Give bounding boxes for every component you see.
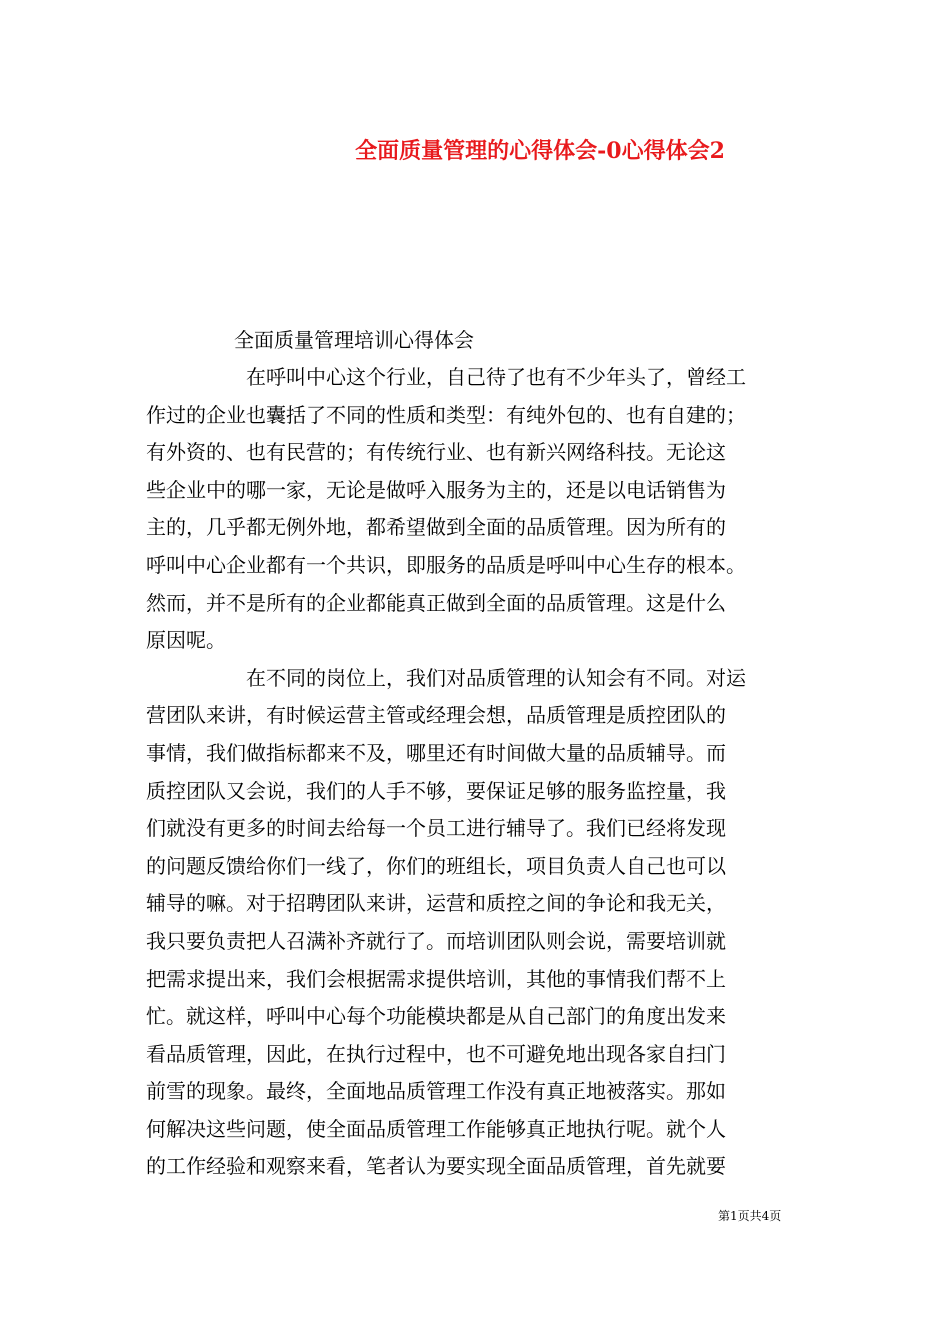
paragraph-line: 原因呢。 — [146, 628, 226, 653]
page-number-footer: 第1页共4页 — [718, 1209, 782, 1223]
paragraph-line: 的问题反馈给你们一线了，你们的班组长，项目负责人自己也可以 — [146, 853, 726, 878]
paragraph-line: 在呼叫中心这个行业，自己待了也有不少年头了，曾经工 — [246, 365, 746, 389]
paragraph-line: 有外资的、也有民营的；有传统行业、也有新兴网络科技。无论这 — [146, 440, 726, 465]
paragraph-line: 然而，并不是所有的企业都能真正做到全面的品质管理。这是什么 — [146, 590, 726, 615]
paragraph-line: 的工作经验和观察来看，笔者认为要实现全面品质管理，首先就要 — [146, 1154, 726, 1179]
paragraph-line: 把需求提出来，我们会根据需求提供培训，其他的事情我们帮不上 — [146, 966, 726, 991]
paragraph-line: 何解决这些问题，使全面品质管理工作能够真正地执行呢。就个人 — [146, 1116, 726, 1141]
paragraph-line: 营团队来讲，有时候运营主管或经理会想，品质管理是质控团队的 — [146, 703, 726, 728]
document-body — [146, 327, 818, 1186]
paragraph-line: 前雪的现象。最终，全面地品质管理工作没有真正地被落实。那如 — [146, 1079, 726, 1104]
paragraph-line: 在不同的岗位上，我们对品质管理的认知会有不同。对运 — [246, 665, 746, 690]
paragraph-line: 辅导的嘛。对于招聘团队来讲，运营和质控之间的争论和我无关， — [146, 891, 726, 916]
paragraph-line: 质控团队又会说，我们的人手不够，要保证足够的服务监控量，我 — [146, 778, 726, 803]
paragraph-line: 们就没有更多的时间去给每一个员工进行辅导了。我们已经将发现 — [146, 816, 726, 841]
paragraph-line: 呼叫中心企业都有一个共识，即服务的品质是呼叫中心生存的根本。 — [146, 552, 746, 577]
paragraph-line: 忙。就这样，呼叫中心每个功能模块都是从自己部门的角度出发来 — [146, 1004, 726, 1029]
paragraph-2 — [146, 660, 818, 1186]
document-subtitle: 全面质量管理培训心得体会 — [234, 328, 474, 352]
paragraph-line: 看品质管理，因此，在执行过程中，也不可避免地出现各家自扫门 — [146, 1041, 726, 1066]
paragraph-line: 主的，几乎都无例外地，都希望做到全面的品质管理。因为所有的 — [146, 515, 726, 540]
paragraph-1 — [146, 359, 818, 660]
paragraph-line: 我只要负责把人召满补齐就行了。而培训团队则会说，需要培训就 — [146, 928, 726, 953]
paragraph-line: 作过的企业也囊括了不同的性质和类型：有纯外包的、也有自建的； — [146, 402, 746, 427]
paragraph-line: 事情，我们做指标都来不及，哪里还有时间做大量的品质辅导。而 — [146, 740, 726, 765]
page-title: 全面质量管理的心得体会-0心得体会2 — [355, 138, 725, 164]
paragraph-line: 些企业中的哪一家，无论是做呼入服务为主的，还是以电话销售为 — [146, 477, 726, 502]
